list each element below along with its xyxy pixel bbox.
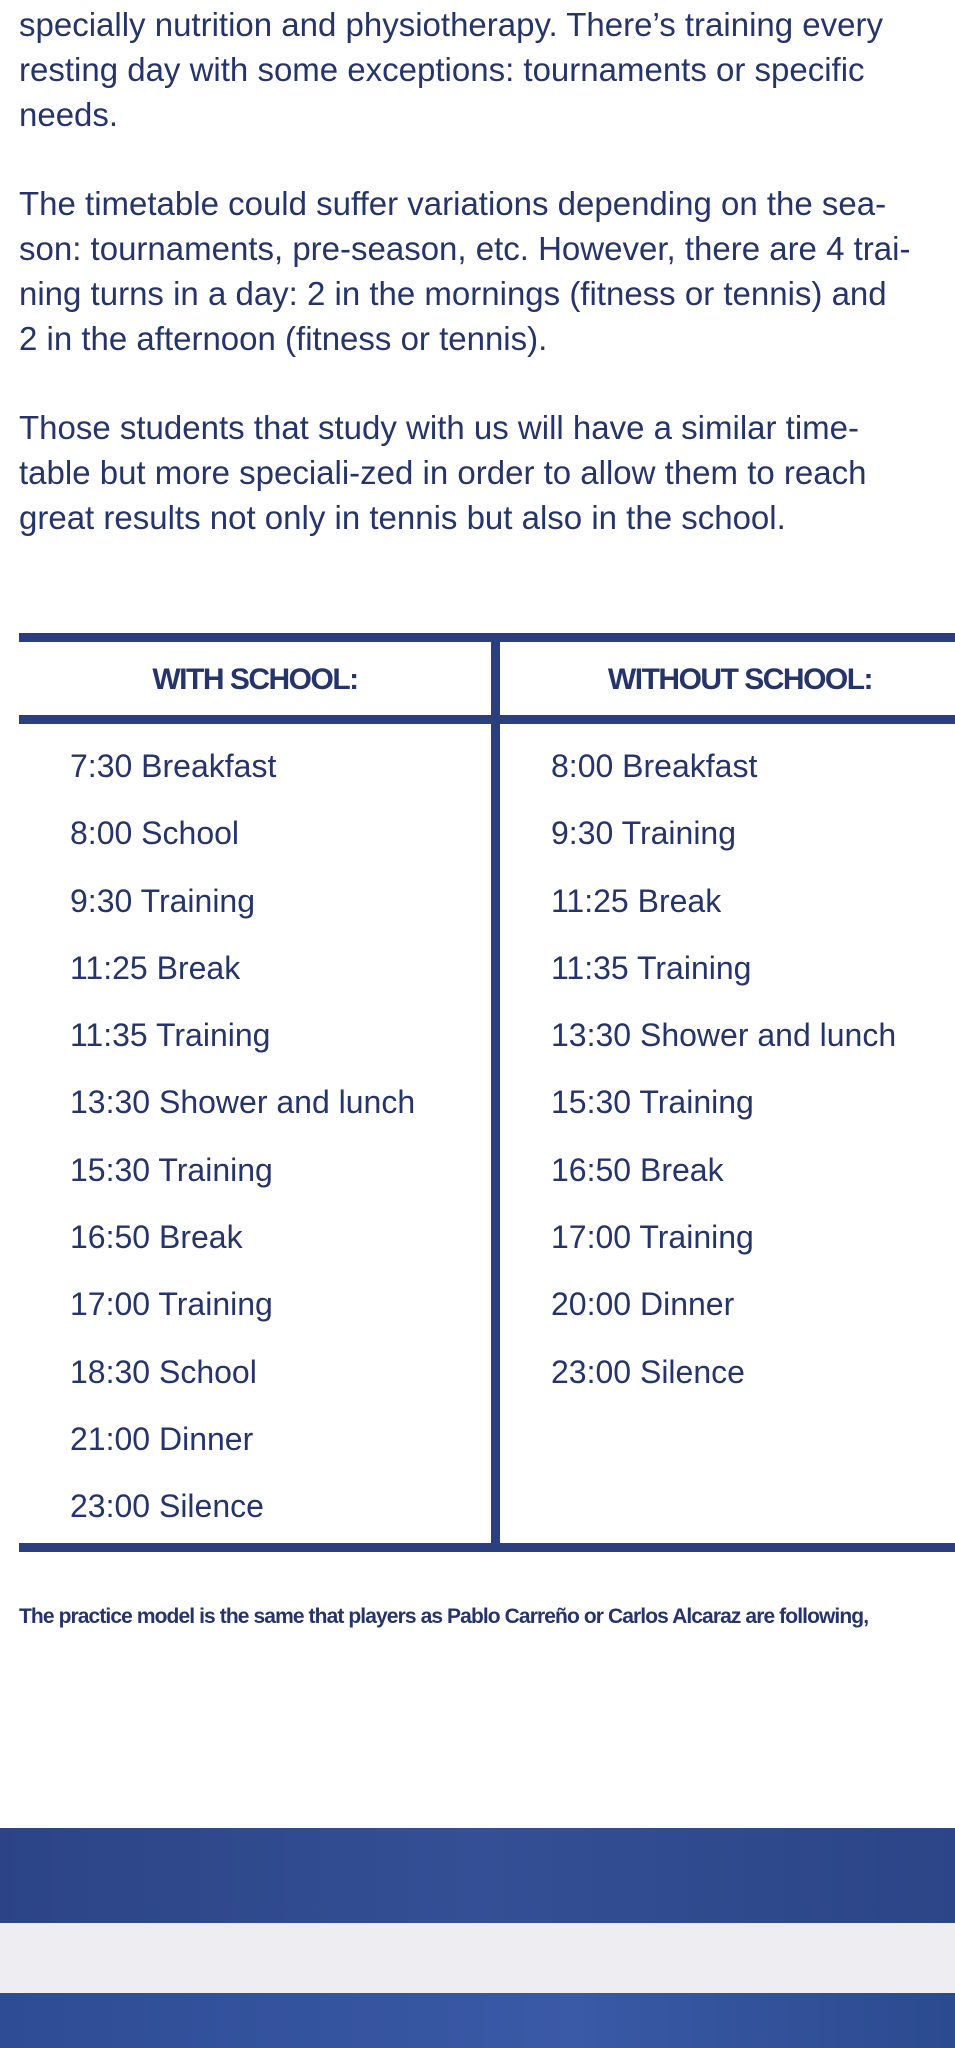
with-school-list [70, 746, 415, 1554]
schedule-item: 18:30 School [70, 1353, 257, 1390]
schedule-item: 11:25 Break [70, 949, 241, 986]
table-top-rule [19, 633, 955, 642]
schedule-item: 20:00 Dinner [551, 1286, 735, 1323]
schedule-item: 15:30 Training [70, 1151, 273, 1188]
schedule-item: 11:35 Training [551, 949, 752, 986]
schedule-item: 17:00 Training [70, 1286, 273, 1323]
schedule-item: 11:25 Break [551, 882, 722, 919]
schedule-item: 13:30 Shower and lunch [551, 1017, 897, 1054]
paragraph-timetable: The timetable could suffer variations depending on the sea- son: tournaments, pre-season, etc. However, there are 4 trai- ning turns in a day: 2 in the mornings (fitness or tennis) and 2 in the afternoon (fitness or tennis). [19, 185, 911, 357]
column-divider [491, 633, 500, 1551]
with-school-header: WITH SCHOOL: [152, 663, 358, 696]
without-school-list [551, 746, 896, 1419]
schedule-item: 23:00 Silence [70, 1488, 264, 1525]
schedule-item: 17:00 Training [551, 1219, 754, 1256]
footer-image-strip [0, 1993, 955, 2048]
schedule-item: 8:00 School [70, 815, 240, 852]
schedule-item: 16:50 Break [70, 1219, 243, 1256]
schedule-item: 8:00 Breakfast [551, 748, 758, 784]
footer-spacer [0, 1923, 955, 1993]
schedule-item: 13:30 Shower and lunch [70, 1084, 416, 1121]
intro-text [19, 0, 955, 584]
schedule-item: 9:30 Training [70, 882, 256, 919]
practice-model-note: The practice model is the same that players as Pablo Carreño or Carlos Alcaraz are following, [19, 1605, 869, 1628]
schedule-item: 15:30 Training [551, 1084, 754, 1121]
schedule-item: 9:30 Training [551, 815, 737, 852]
paragraph-students: Those students that study with us will have a similar time- table but more speciali-zed in order to allow them to reach great results not only in tennis but also in the school. [19, 409, 867, 536]
schedule-item: 11:35 Training [70, 1017, 271, 1054]
schedule-item: 16:50 Break [551, 1151, 724, 1188]
schedule-table [19, 633, 955, 1551]
table-header-rule [19, 715, 955, 724]
schedule-item: 21:00 Dinner [70, 1420, 254, 1457]
schedule-item: 23:00 Silence [551, 1353, 745, 1390]
without-school-header: WITHOUT SCHOOL: [607, 663, 873, 696]
paragraph-training: specially nutrition and physiotherapy. There’s training every resting day with some exceptions: tournaments or specific needs. [19, 6, 883, 133]
footer-banner [0, 1828, 955, 1923]
schedule-item: 7:30 Breakfast [70, 748, 277, 784]
